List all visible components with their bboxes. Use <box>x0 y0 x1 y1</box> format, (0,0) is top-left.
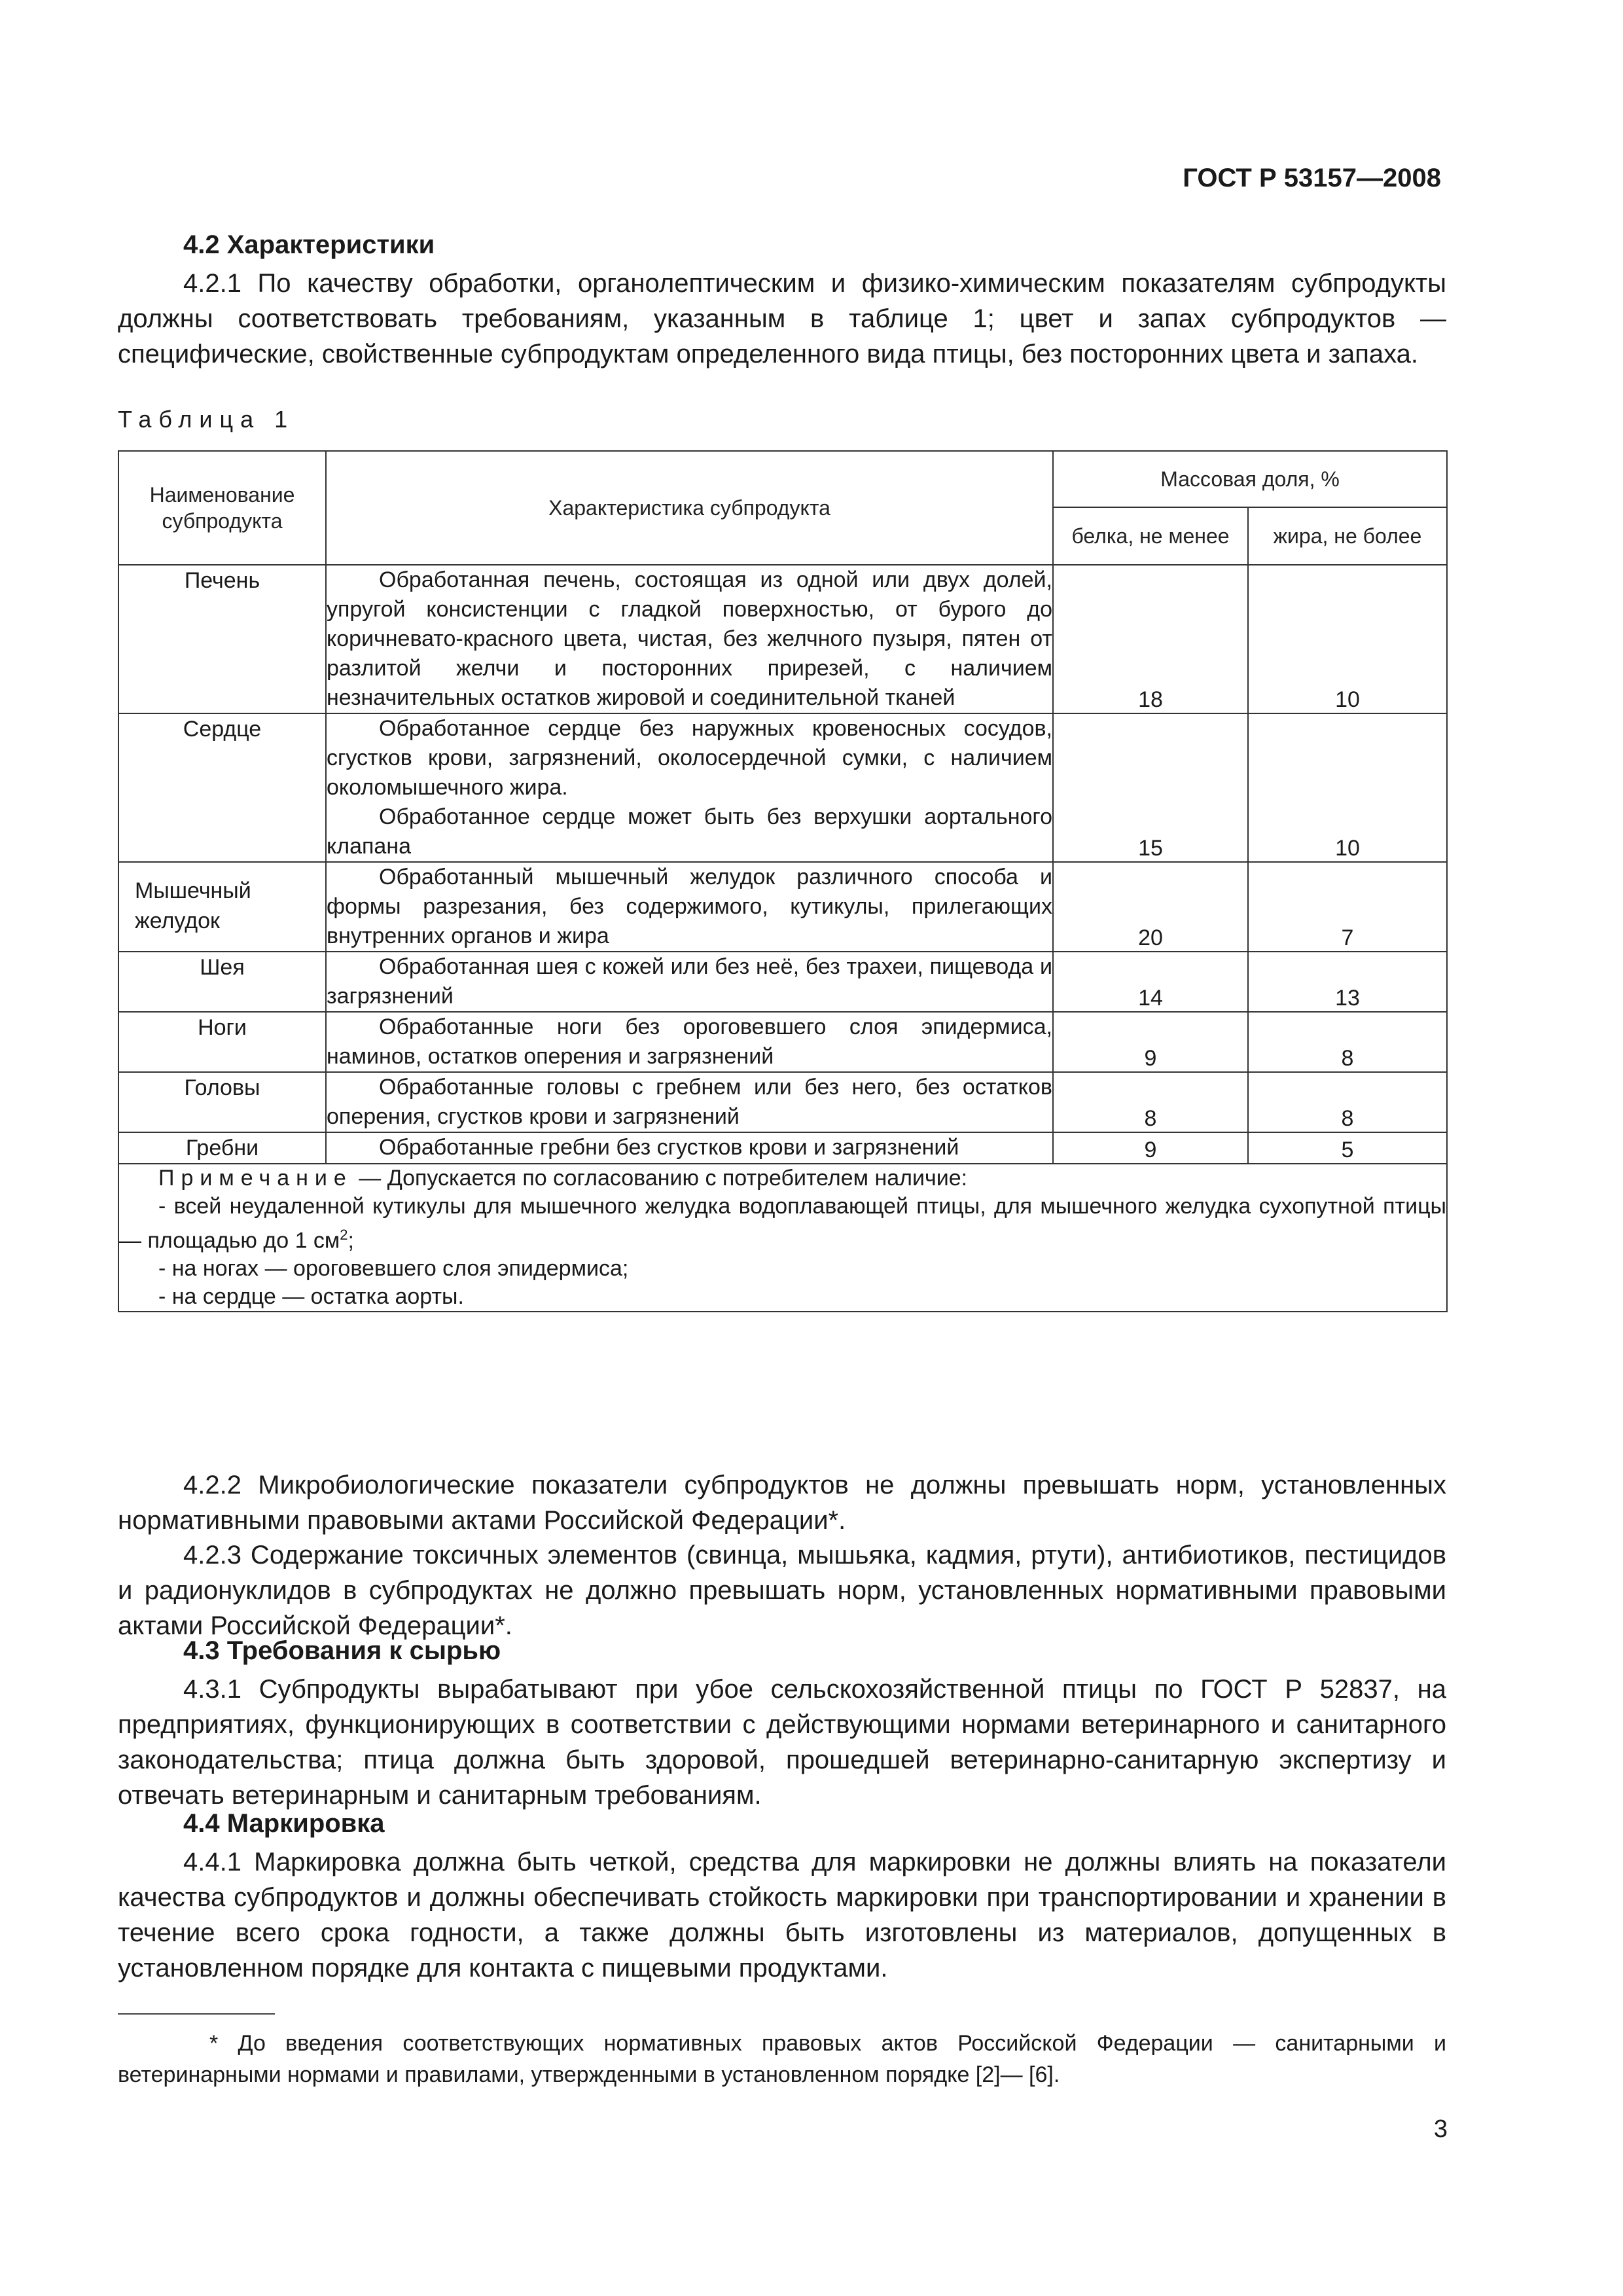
note-line <box>119 1193 1446 1255</box>
section-title-4-2: 4.2 Характеристики <box>183 230 435 259</box>
paragraph-4-3-1: 4.3.1 Субпродукты вырабатывают при убое сельскохозяйственной птицы по ГОСТ Р 52837, на предприятиях, функционирующих в соответствии с действующими нормами ветеринарного и санитарного законодательства; птица должна быть здоровой, прошедшей ветеринарно-санитарную экспертизу и отвечать ветеринарным и санитарным требованиям. <box>118 1675 1446 1810</box>
header-fat: жира, не более <box>1248 507 1447 565</box>
header-protein: белка, не менее <box>1053 507 1248 565</box>
protein-value-cell: 15 <box>1053 713 1248 862</box>
description-paragraph: Обработанные ноги без ороговевшего слоя эпидермиса, наминов, остатков оперения и загрязнений <box>327 1014 1052 1069</box>
paragraph-4-4-1: 4.4.1 Маркировка должна быть четкой, средства для маркировки не должны влиять на показатели качества субпродуктов и должны обеспечивать стойкость маркировки при транспортировании и хранении в течение всего срока годности, а также должны быть изготовлены из материалов, допущенных в установленном порядке для контакта с пищевыми продуктами. <box>118 1848 1446 1982</box>
table-row <box>118 713 1447 862</box>
table-note <box>118 1164 1447 1312</box>
header-name: Наименование субпродукта <box>118 451 326 565</box>
offal-description-cell <box>326 1012 1053 1072</box>
offal-name-cell: Ноги <box>118 1012 326 1072</box>
fat-value-cell: 8 <box>1248 1072 1447 1132</box>
offal-description-cell <box>326 713 1053 862</box>
header-description: Характеристика субпродукта <box>326 451 1053 565</box>
note-line-text: - всей неудаленной кутикулы для мышечного желудка водоплавающей птицы, для мышечного желудка сухопутной птицы — площадью до 1 см <box>119 1194 1446 1253</box>
note-line: - на сердце — остатка аорты. <box>158 1284 464 1310</box>
description-paragraph: Обработанная шея с кожей или без неё, без трахеи, пищевода и загрязнений <box>327 954 1052 1009</box>
offal-description-cell <box>326 862 1053 952</box>
offal-name-cell: Гребни <box>118 1132 326 1164</box>
fat-value-cell: 7 <box>1248 862 1447 952</box>
fat-value-cell: 10 <box>1248 565 1447 713</box>
protein-value-cell: 14 <box>1053 952 1248 1012</box>
characteristics-table <box>118 450 1448 1312</box>
header-mass-fraction: Массовая доля, % <box>1053 451 1447 507</box>
table-note-row <box>118 1164 1447 1312</box>
description-paragraph: Обработанный мышечный желудок различного способа и формы разрезания, без содержимого, кутикулы, прилегающих внутренних органов и жира <box>327 865 1052 948</box>
table-row <box>118 565 1447 713</box>
table-row <box>118 952 1447 1012</box>
protein-value-cell: 18 <box>1053 565 1248 713</box>
page-number: 3 <box>1433 2115 1448 2143</box>
document-id-header: ГОСТ Р 53157—2008 <box>1183 164 1441 192</box>
fat-value-cell: 5 <box>1248 1132 1447 1164</box>
table-row <box>118 1072 1447 1132</box>
offal-name-cell: Сердце <box>118 713 326 862</box>
offal-name-cell: Шея <box>118 952 326 1012</box>
offal-name-cell: Головы <box>118 1072 326 1132</box>
table-body <box>118 565 1447 1312</box>
table-row <box>118 1132 1447 1164</box>
footnote: * До введения соответствующих нормативных правовых актов Российской Федерации — санитарными и ветеринарными нормами и правилами, утвержденными в установленном порядке [2]— [6]. <box>118 2031 1446 2087</box>
note-line-end: ; <box>348 1228 354 1253</box>
paragraph-4-2-1: 4.2.1 По качеству обработки, органолептическим и физико-химическим показателям субпродукты должны соответствовать требованиям, указанным в таблице 1; цвет и запах субпродуктов — специфические, свойственные субпродуктам определенного вида птицы, без посторонних цвета и запаха. <box>118 269 1446 368</box>
table-caption: Таблица 1 <box>118 406 295 433</box>
note-intro: — Допускается по согласованию с потребителем наличие: <box>352 1166 968 1191</box>
description-paragraph: Обработанные гребни без сгустков крови и загрязнений <box>379 1135 959 1160</box>
fat-value-cell: 10 <box>1248 713 1447 862</box>
paragraph-4-2-3: 4.2.3 Содержание токсичных элементов (свинца, мышьяка, кадмия, ртути), антибиотиков, пестицидов и радионуклидов в субпродуктах не должно превышать норм, установленных нормативными правовыми актами Российской Федерации*. <box>118 1541 1446 1640</box>
superscript: 2 <box>340 1227 348 1243</box>
paragraph-4-2-2: 4.2.2 Микробиологические показатели субпродуктов не должны превышать норм, установленных нормативными правовыми актами Российской Федерации*. <box>118 1471 1446 1535</box>
protein-value-cell: 8 <box>1053 1072 1248 1132</box>
description-paragraph: Обработанные головы с гребнем или без него, без остатков оперения, сгустков крови и загрязнений <box>327 1075 1052 1129</box>
protein-value-cell: 9 <box>1053 1132 1248 1164</box>
offal-name-cell: Печень <box>118 565 326 713</box>
protein-value-cell: 9 <box>1053 1012 1248 1072</box>
note-line: - на ногах — ороговевшего слоя эпидермиса; <box>158 1256 629 1282</box>
fat-value-cell: 13 <box>1248 952 1447 1012</box>
protein-value-cell: 20 <box>1053 862 1248 952</box>
note-label: Примечание <box>158 1166 353 1191</box>
offal-description-cell <box>326 1072 1053 1132</box>
offal-description-cell <box>326 952 1053 1012</box>
offal-description-cell <box>326 565 1053 713</box>
section-title-4-4: 4.4 Маркировка <box>183 1809 385 1838</box>
fat-value-cell: 8 <box>1248 1012 1447 1072</box>
offal-description-cell <box>326 1132 1053 1164</box>
offal-name-cell: Мышечный желудок <box>118 862 326 952</box>
description-paragraph: Обработанное сердце может быть без верхушки аортального клапана <box>327 804 1052 859</box>
footnote-divider <box>118 2013 275 2015</box>
table-row <box>118 862 1447 952</box>
description-paragraph: Обработанное сердце без наружных кровеносных сосудов, сгустков крови, загрязнений, околосердечной сумки, с наличием околомышечного жира. <box>327 716 1052 800</box>
table-row <box>118 1012 1447 1072</box>
description-paragraph: Обработанная печень, состоящая из одной или двух долей, упругой консистенции с гладкой поверхностью, от бурого до коричневато-красного цвета, чистая, без желчного пузыря, пятен от разлитой желчи и посторонних прирезей, с наличием незначительных остатков жировой и соединительной тканей <box>327 567 1052 710</box>
section-title-4-3: 4.3 Требования к сырью <box>183 1636 501 1665</box>
